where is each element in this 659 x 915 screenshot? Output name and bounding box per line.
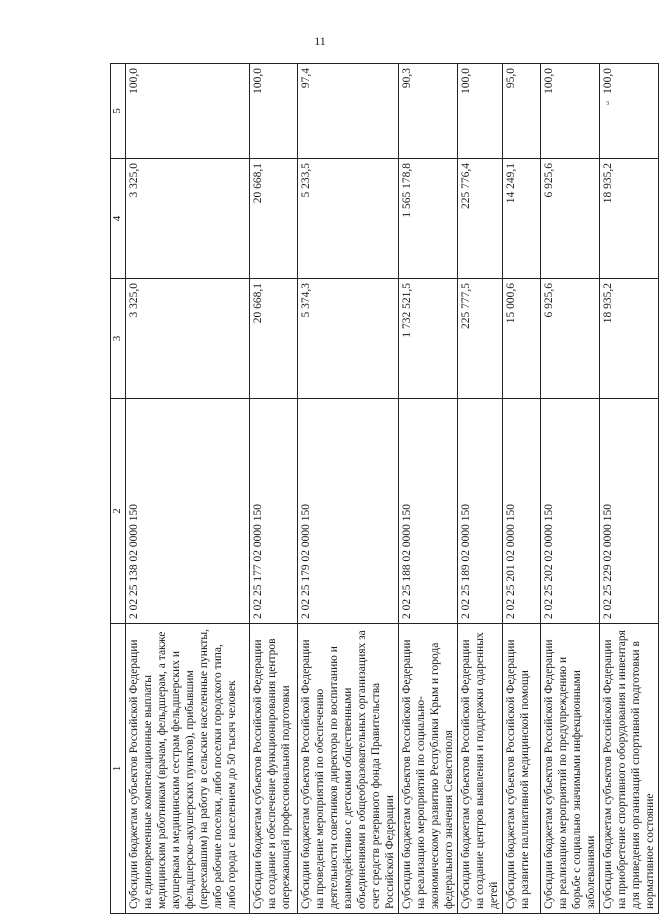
header-col-2: 2 bbox=[111, 399, 126, 624]
table-row bbox=[298, 64, 399, 914]
row-code: 2 02 25 138 02 0000 150 bbox=[126, 399, 250, 624]
row-col3: 18 935,2 bbox=[600, 279, 659, 399]
row-code: 2 02 25 201 02 0000 150 bbox=[503, 399, 541, 624]
page-number: 11 bbox=[314, 34, 326, 48]
row-code: 2 02 25 177 02 0000 150 bbox=[250, 399, 298, 624]
row-code: 2 02 25 179 02 0000 150 bbox=[298, 399, 399, 624]
row-col5: 100,0 bbox=[600, 64, 659, 159]
row-col4: 3 325,0 bbox=[126, 159, 250, 279]
row-code: 2 02 25 188 02 0000 150 bbox=[399, 399, 458, 624]
budget-table bbox=[110, 63, 659, 914]
row-col3: 5 374,3 bbox=[298, 279, 399, 399]
row-col5: 100,0 bbox=[250, 64, 298, 159]
row-col4: 20 668,1 bbox=[250, 159, 298, 279]
row-col3: 3 325,0 bbox=[126, 279, 250, 399]
table-row bbox=[503, 64, 541, 914]
header-row bbox=[111, 64, 126, 914]
row-name: Субсидии бюджетам субъектов Российской Федерации на проведение мероприятий по обеспечению деятельности советников директора по воспитанию и взаимодействию с детскими общественными объединениями в общеобразовательных организациях за счет средств резервного фонда Правительства Российской Федерации bbox=[298, 624, 399, 914]
row-name: Субсидии бюджетам субъектов Российской Федерации на реализацию мероприятий по предупреждению и борьбе с социально значимыми инфекционными заболеваниями bbox=[541, 624, 600, 914]
row-code: 2 02 25 202 02 0000 150 bbox=[541, 399, 600, 624]
row-col5: 100,0 bbox=[458, 64, 503, 159]
row-col3: 225 777,5 bbox=[458, 279, 503, 399]
row-col4: 6 925,6 bbox=[541, 159, 600, 279]
row-code: 2 02 25 189 02 0000 150 bbox=[458, 399, 503, 624]
budget-table-container bbox=[110, 64, 657, 914]
table-row bbox=[458, 64, 503, 914]
row-name: Субсидии бюджетам субъектов Российской Федерации на единовременные компенсационные выплаты медицинским работникам (врачам, фельдшерам, а также акушеркам и медицинским сестрам фельдшерских и фельдшерско-акушерских пунктов), прибывшим (переехавшим) на работу в сельские населенные пункты, либо рабочие поселки, либо поселки городского типа, либо города с населением до 50 тысяч человек bbox=[126, 624, 250, 914]
row-code: 2 02 25 229 02 0000 150 bbox=[600, 399, 659, 624]
page-mark: з bbox=[606, 98, 610, 107]
row-col5: 100,0 bbox=[126, 64, 250, 159]
row-name: Субсидии бюджетам субъектов Российской Федерации на реализацию мероприятий по социально-экономическому развитию Республики Крым и города федерального значения Севастополя bbox=[399, 624, 458, 914]
row-col5: 97,4 bbox=[298, 64, 399, 159]
row-col4: 5 233,5 bbox=[298, 159, 399, 279]
row-name: Субсидии бюджетам субъектов Российской Федерации на создание и обеспечение функционирования центров опережающей профессиональной подготовки bbox=[250, 624, 298, 914]
table-row bbox=[250, 64, 298, 914]
table-row bbox=[541, 64, 600, 914]
table-row bbox=[399, 64, 458, 914]
table-row bbox=[600, 64, 659, 914]
row-col3: 15 000,6 bbox=[503, 279, 541, 399]
row-col4: 1 565 178,8 bbox=[399, 159, 458, 279]
row-col4: 18 935,2 bbox=[600, 159, 659, 279]
row-col3: 20 668,1 bbox=[250, 279, 298, 399]
row-col4: 225 776,4 bbox=[458, 159, 503, 279]
row-col5: 95,0 bbox=[503, 64, 541, 159]
header-col-3: 3 bbox=[111, 279, 126, 399]
header-col-5: 5 bbox=[111, 64, 126, 159]
row-col4: 14 249,1 bbox=[503, 159, 541, 279]
row-name: Субсидии бюджетам субъектов Российской Федерации на создание центров выявления и поддержки одаренных детей bbox=[458, 624, 503, 914]
row-name: Субсидии бюджетам субъектов Российской Федерации на приобретение спортивного оборудования и инвентаря для приведения организаций спортивной подготовки в нормативное состояние bbox=[600, 624, 659, 914]
row-col5: 100,0 bbox=[541, 64, 600, 159]
row-col5: 90,3 bbox=[399, 64, 458, 159]
header-col-4: 4 bbox=[111, 159, 126, 279]
table-row bbox=[126, 64, 250, 914]
row-col3: 1 732 521,5 bbox=[399, 279, 458, 399]
row-col3: 6 925,6 bbox=[541, 279, 600, 399]
row-name: Субсидии бюджетам субъектов Российской Федерации на развитие паллиативной медицинской помощи bbox=[503, 624, 541, 914]
header-col-1: 1 bbox=[111, 624, 126, 914]
